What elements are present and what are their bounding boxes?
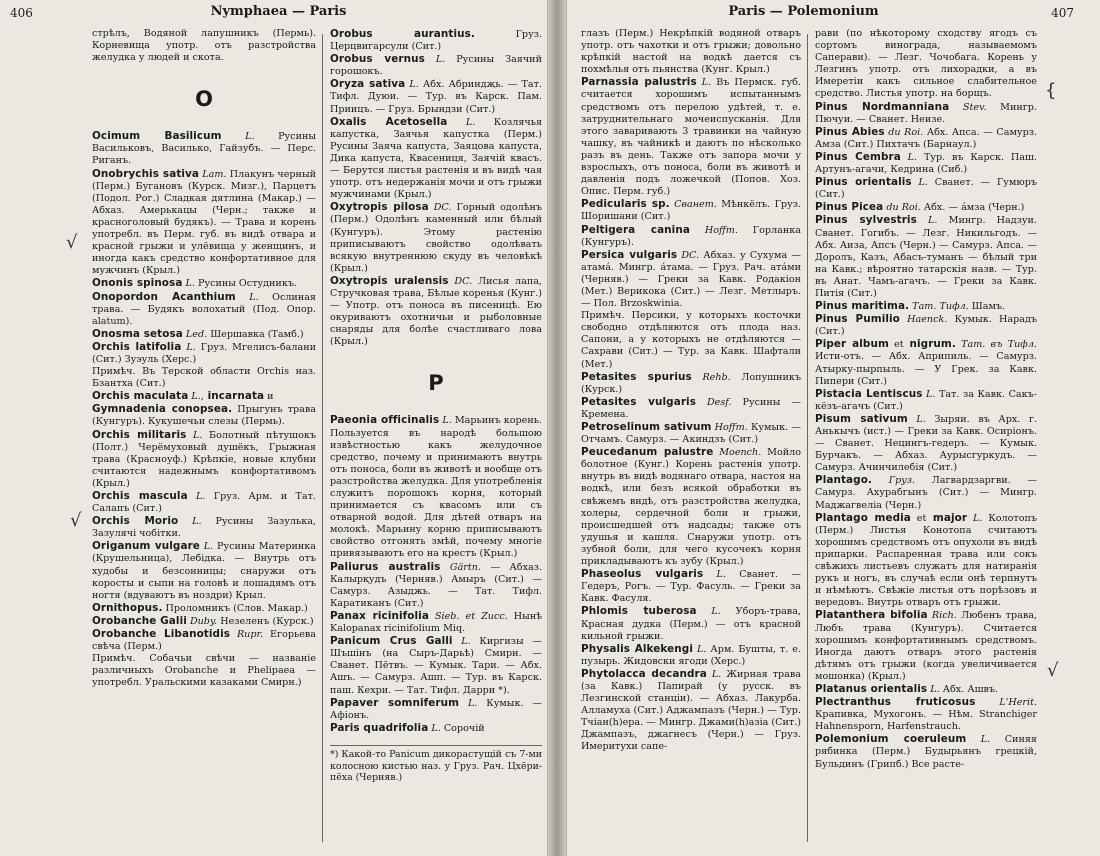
authority: Led. xyxy=(182,328,208,340)
entry-text: Горный одолѣнъ (Перм.) Одолѣнъ каменный или бѣлый (Кунгуръ). Этому растенію приписываютъ свойство одолѣвать всякую внутреннюю скуду въ человѣкѣ (Крыл.) xyxy=(330,202,542,274)
entry-text: Горланка (Кунгуръ). xyxy=(581,224,801,248)
dictionary-entry xyxy=(581,568,801,605)
dictionary-entry xyxy=(815,388,1037,413)
entry-text: Мингр. Пючуи. — Сванет. Неизе. xyxy=(815,101,1037,125)
authority: DC. xyxy=(428,202,452,214)
running-head-left xyxy=(0,4,547,26)
authority: L. xyxy=(186,429,203,441)
authority: L. xyxy=(452,636,471,648)
authority: L. xyxy=(967,512,983,524)
headword: Platanus orientalis xyxy=(815,682,928,695)
authority: du Roi. xyxy=(884,126,924,138)
authority: du Roi. xyxy=(883,202,921,214)
dictionary-entry xyxy=(815,338,1037,387)
dictionary-entry xyxy=(92,28,316,64)
dictionary-entry xyxy=(92,130,316,167)
headword: Gymnadenia conopsea. xyxy=(92,403,233,416)
dictionary-entry xyxy=(581,224,801,249)
authority: L. xyxy=(693,643,707,655)
authority: L. xyxy=(900,151,918,163)
dictionary-entry xyxy=(815,313,1037,338)
headword: Panicum Crus Galli xyxy=(330,635,453,648)
headword: Pistacia Lentiscus xyxy=(815,387,923,400)
authority: Haenck. xyxy=(899,314,948,326)
headword: Pinus Abies xyxy=(815,125,885,138)
headword: Parnassia palustris xyxy=(581,76,697,89)
headword: Pinus Nordmanniana xyxy=(815,100,950,113)
authority: L. xyxy=(696,77,712,89)
entry-text: — Абхаз. Калырқудъ (Черняв.) Амыръ (Сит.) — Самурз. Азыджь. — Тат. Тифл. Каратиканъ (Сит.) xyxy=(330,561,542,609)
entry-text: Примѣч. Персики, у которыхъ косточки свободно отдѣляются отъ плода наз. Сапони, а у которыхъ не отдѣляются — Сахрави (Сит.) — Тур. за Кавк. Шафтали (Мет.) xyxy=(581,310,801,370)
entry-text: Плакунъ черный (Перм.) Бугановъ (Курск. Мизг.), Парцетъ (Подол. Рог.) Сладкая дятлина (Макар.) — Абхаз. Амерькацы (Черн.; также и красноголовый будякъ). — Трава и корень употребл. въ Перм. губ. въ видѣ отвара и красной грыжи и улёвища у женщинъ, и иногда какъ средство конфортативное для мужчинъ (Крыл.) xyxy=(92,168,316,277)
headword: Peltigera canina xyxy=(581,223,690,236)
headword: Orobanche Galii xyxy=(92,614,187,627)
headword: Oxytropis uralensis xyxy=(330,274,449,287)
authority: Desf. xyxy=(696,396,732,408)
headword: Pinus orientalis xyxy=(815,176,912,189)
authority: Gärtn. xyxy=(440,561,481,573)
authority: L. xyxy=(178,516,202,528)
authority: L. xyxy=(235,291,259,303)
entry-text: Абхаз. у Сухума — атамá. Мингр. áтама. — Груз. Рач. атáми (Черняв.) — Греки за Кавк. Родакіон (Мет.) Верикока (Сит.) — Лезг. Метлыръ. — Пол. Brzoskwinia. xyxy=(581,249,801,310)
headword: Ononis spinosa xyxy=(92,277,183,290)
book-gutter xyxy=(548,0,566,856)
running-title-left: Nymphaea — Paris xyxy=(210,4,347,19)
headword: Orobus vernus xyxy=(330,53,425,66)
dictionary-entry xyxy=(581,310,801,370)
column-divider xyxy=(807,34,808,842)
headword: Piper album xyxy=(815,338,889,351)
entry-text: Груз. Церцвигарсули (Сит.) xyxy=(330,29,542,53)
entry-text: Колотопъ (Перм.) Листья Конотопа считаютъ хорошимъ средствомъ отъ опухоли въ видѣ припарки. Распаренная трава или сокъ свѣжихъ листьевъ служатъ для натиранія рукъ и ногъ, въ случаѣ если онѣ терпнутъ и нѣмѣютъ. Свѣжіе листья отъ порѣзовъ и вередовъ. Внутрь отваръ отъ грыжи. xyxy=(815,512,1037,609)
dictionary-entry xyxy=(92,540,316,601)
entry-text: Кумык. — Афіонъ. xyxy=(330,697,542,721)
headword: incarnata xyxy=(203,390,265,403)
dictionary-entry xyxy=(815,683,1037,696)
dictionary-entry xyxy=(92,277,316,290)
entry-text: Шершавка (Тамб.) xyxy=(207,328,304,340)
dictionary-entry xyxy=(581,76,801,198)
headword: Pinus maritima. xyxy=(815,300,910,313)
authority: L. xyxy=(706,668,722,680)
dictionary-entry xyxy=(92,490,316,515)
authority: Тат. въ Тифл. xyxy=(955,339,1037,351)
entry-text: Лисья лапа, Стручковая трава, Бѣлые коренья (Кунг.) — Употр. отъ поноса въ писеницѣ. Ею окуриваютъ охотничьи и рыболовные снаряды для болѣе счастливаго лова (Крыл.) xyxy=(330,275,542,348)
entry-text: Русины Зазулька, Зазулячі чобітки. xyxy=(92,516,316,540)
headword: Ornithopus. xyxy=(92,601,163,614)
entry-text: Абх. Ашвъ. xyxy=(939,683,999,695)
footnote: *) Какой-то Panicum дикорастущій съ 7-ми колосною кистью наз. у Груз. Рач. Цхёри-пёха (Черняв.) xyxy=(330,745,542,784)
column-2 xyxy=(330,28,542,852)
authority: DC. xyxy=(677,249,700,261)
dictionary-entry xyxy=(92,168,316,278)
headword: Onosma setosa xyxy=(92,327,183,340)
entry-text: et xyxy=(910,512,927,524)
entry-text: Арм. Бушты, т. е. пузырь. Жидовски ягоди (Херс.) xyxy=(581,643,801,667)
headword: Origanum vulgare xyxy=(92,540,200,553)
entry-text: Сванет. — Гумюръ (Сит.) xyxy=(815,177,1037,201)
entry-text: рави (по нѣкоторому сходству ягодъ съ сортомъ винограда, называемомъ Саперави). — Лезг. Чочобага. Корень у Лезгинъ употр. отъ лихорадки, а въ Имеретіи какъ сильное слабительное средство. Листья употр. на борщъ. xyxy=(815,28,1037,100)
entry-text: Нынѣ Kalopanax ricinifolium Miq. xyxy=(330,610,542,635)
dictionary-entry xyxy=(330,116,542,202)
dictionary-entry xyxy=(581,643,801,668)
authority: L. xyxy=(907,413,926,425)
dictionary-entry xyxy=(815,151,1037,176)
entry-text: Сванет. — Гедеръ, Рогъ. — Тур. Фасуль. — Греки за Кавк. Фасуля. xyxy=(581,569,801,605)
headword: Plantago. xyxy=(815,474,872,487)
authority: L. xyxy=(911,177,928,189)
authority: Moench. xyxy=(713,447,762,459)
authority: L. xyxy=(696,606,721,618)
dictionary-entry xyxy=(815,176,1037,201)
entry-text: Синяя рябинка (Перм.) Будырьянъ грецкій, Бульдинъ (Грипб.) Все расте- xyxy=(815,734,1037,770)
headword: Orchis mascula xyxy=(92,490,188,502)
headword: Petasites spurius xyxy=(581,370,692,383)
right-page xyxy=(566,0,1100,856)
entry-text: Крапивка, Мухогонъ. — Нѣм. Stranchiger Hahnensporn, Harfenstrauch. xyxy=(815,709,1037,733)
margin-bracket-mark: { xyxy=(1045,80,1057,101)
entry-text: et xyxy=(888,339,904,351)
headword: Ocimum Basilicum xyxy=(92,130,222,143)
authority: DC. xyxy=(448,275,473,287)
dictionary-entry xyxy=(815,201,1037,214)
headword: Onopordon Acanthium xyxy=(92,290,236,303)
authority: Rupr. xyxy=(230,629,264,641)
dictionary-entry xyxy=(330,28,542,53)
authority: L. xyxy=(181,341,196,353)
entry-text: Русины Васильковъ, Василько, Гайзубъ. — Перс. Риганъ. xyxy=(92,131,316,167)
entry-text: Тат. за Кавк. Сакъ-кёзъ-агачъ (Сит.) xyxy=(815,388,1037,412)
entry-text: Кумык. Нарадъ (Сит.) xyxy=(815,314,1037,338)
dictionary-entry xyxy=(815,413,1037,474)
dictionary-entry xyxy=(92,328,316,341)
entry-text: Мойло болотное (Кунг.) Корень растенія употр. внутрь въ видѣ водянаго отвара, настоя на водкѣ, или безъ всякой обработки въ свѣжемъ видѣ, отъ разстройства желудка, холеры, сердечной боли и грыжи, происшедшей отъ надсады; также отъ удушья и кашля. Снаружи употр. отъ зубной боли, для чего кусочекъ корня прикладываютъ къ зубу (Крыл.) xyxy=(581,447,801,568)
headword: Pinus Pumilio xyxy=(815,313,900,326)
dictionary-entry xyxy=(330,78,542,115)
headword: Panax ricinifolia xyxy=(330,609,429,622)
column-3 xyxy=(581,28,801,852)
dictionary-entry xyxy=(330,697,542,722)
headword: Phytolacca decandra xyxy=(581,667,707,680)
headword: Phaseolus vulgaris xyxy=(581,568,704,581)
headword: Paeonia officinalis xyxy=(330,414,440,427)
authority: Сванет. xyxy=(669,199,717,211)
headword: Oxalis Acetosella xyxy=(330,115,448,128)
authority: L. xyxy=(221,131,255,143)
authority: L., xyxy=(188,391,204,403)
entry-text: Сорочій xyxy=(440,722,485,734)
entry-text: Русины Материнка (Крушельница), Лебідка. — Внутрь отъ худобы и безсонницы; снаружи отъ коросты и сыпи на головѣ и лошадямъ отъ ногтя (вдуваютъ въ ноздри) Крыл. xyxy=(92,541,316,601)
dictionary-entry xyxy=(581,396,801,421)
entry-text: Русины — Кремена. xyxy=(581,396,801,420)
dictionary-entry xyxy=(92,628,316,653)
entry-text: Любенъ трава, Любъ трава (Кунгуръ). Считается хорошимъ конфортативнымъ средствомъ. Иногда даютъ отваръ этого растенія дѣтямъ отъ грыжи (когда увеличивается мошонка) (Крыл.) xyxy=(815,610,1037,682)
column-1 xyxy=(92,28,316,852)
authority: Lam. xyxy=(199,168,227,180)
dictionary-entry xyxy=(581,198,801,223)
authority: L. xyxy=(405,79,419,91)
entry-text: Тур. въ Карск. Паш. Артунъ-агачи, Кедрина (Сиб.) xyxy=(815,151,1037,176)
entry-text: Болотный пѣтушокъ (Полт.) Черёмуховый душёкъ, Грыжная трава (Красноуф.) Крѣпкіе, новые клубни считаются надежнымъ конфортативомъ (Крыл.) xyxy=(92,429,316,489)
authority: L. xyxy=(927,683,940,695)
authority: L. xyxy=(703,569,726,581)
dictionary-entry xyxy=(330,53,542,78)
dictionary-entry xyxy=(581,605,801,642)
entry-text: Проломникъ (Слов. Макар.) xyxy=(162,602,308,614)
authority: Груз. xyxy=(872,475,916,487)
headword: Plantago media xyxy=(815,511,911,524)
headword: Orobanche Libanotidis xyxy=(92,628,231,641)
authority: L. xyxy=(447,116,476,128)
column-divider xyxy=(322,34,323,842)
headword: Phlomis tuberosa xyxy=(581,605,697,618)
dictionary-entry xyxy=(330,610,542,635)
section-letter: O xyxy=(195,87,213,112)
headword: Petasites vulgaris xyxy=(581,395,696,408)
headword: major xyxy=(926,511,968,524)
entry-text: Абх. Апса. — Самурз. Амза (Сит.) Пихтачъ (Барнаул.) xyxy=(815,126,1037,150)
entry-text: Исти-отъ. — Абх. Априпиль. — Самурз. Атырку-пырпыль. — У Грек. за Кавк. Пипери (Сит.) xyxy=(815,351,1037,387)
entry-text: Груз. Мгелисъ-балани (Сит.) Зуэуль (Херс.) xyxy=(92,341,316,365)
dictionary-entry xyxy=(581,371,801,396)
dictionary-entry xyxy=(92,515,316,540)
entry-text: Киргизы — Шъшінъ (на Сыръ-Дарьѣ) Смирн. — Сванет. Пётвъ. — Кумык. Тари. — Абх. Ашъ. — Самурз. Ашп. — Тур. въ Карск. паш. Кехри. — Тат. Тифл. Дарри *). xyxy=(330,636,542,696)
entry-text: Лагвардзаргви. — Самурз. Ахурабгынъ (Сит.) — Мингр. Маджагвеліа (Черн.) xyxy=(815,475,1037,511)
entry-text: Русины Остудникъ. xyxy=(194,278,297,290)
headword: Persica vulgaris xyxy=(581,248,678,261)
entry-text: Примѣч. Собачьи свѣчи — названіе различныхъ Orobanche и Phelipaea — употребл. Уральскими казаками Смирн.) xyxy=(92,653,316,689)
entry-text: Егорьева свѣча (Перм.) xyxy=(92,629,316,653)
dictionary-entry xyxy=(815,512,1037,610)
entry-text: Жирная трава (за Кавк.) Папирай (у русск. въ Лезгинской станціи). — Абхаз. Лакурба. Алламуха (Сит.) Аджампазъ (Черн.) — Тур. Тчіан(h)ера. — Мингр. Джами(h)азіа (Сит.) Джампазъ, джагнесъ (Черн.) — Груз. Имеритухи сапе- xyxy=(581,668,801,753)
authority: Duby. xyxy=(186,615,218,627)
margin-check-mark: √ xyxy=(70,510,82,531)
headword: Paliurus australis xyxy=(330,560,441,573)
dictionary-entry xyxy=(581,446,801,568)
authority: Rehb. xyxy=(691,371,731,383)
headword: Papaver somniferum xyxy=(330,696,460,709)
dictionary-entry xyxy=(581,28,801,76)
section-letter: P xyxy=(428,371,444,396)
entry-text: Прыгунъ трава (Кунгуръ). Кукушечьи слезы (Пермь). xyxy=(92,404,316,428)
entry-text: стрѣлъ, Водяной лапушникъ (Пермь). Корневища употр. отъ разстройства желудка у людей и скота. xyxy=(92,28,316,64)
authority: L. xyxy=(459,697,478,709)
entry-text: глазъ (Перм.) Некрѣпкій водяной отваръ употр. отъ чахотки и отъ грыжи; довольно крѣпкій настой на водкѣ дается съ похмѣлья отъ пьянства (Кунг. Крыл.) xyxy=(581,28,801,76)
headword: Paris quadrifolia xyxy=(330,721,429,734)
dictionary-entry xyxy=(92,615,316,628)
dictionary-entry xyxy=(92,653,316,689)
left-page xyxy=(0,0,548,856)
authority: L. xyxy=(428,722,441,734)
entry-text: Абх. — áмза (Черн.) xyxy=(920,202,1025,214)
dictionary-entry xyxy=(92,366,316,390)
entry-text: Зыряи. въ Арх. г. Анькычъ (ист.) — Греки за Кавк. Осиріонъ. — Сванет. Нецингъ-гедеръ. — Кумык. Бурчакъ. — Абхаз. Аурысгуркудъ. — Самурз. Ачинчилебія (Сит.) xyxy=(815,413,1037,474)
headword: nigrum. xyxy=(903,338,956,351)
dictionary-entry xyxy=(92,602,316,615)
margin-check-mark: √ xyxy=(1047,660,1059,681)
authority: L. xyxy=(916,215,938,227)
headword: Pisum sativum xyxy=(815,412,908,425)
headword: Physalis Alkekengi xyxy=(581,642,694,655)
entry-text: Кумык. — Отчамъ. Самурз. — Акиндзъ (Сит.) xyxy=(581,422,801,446)
dictionary-entry xyxy=(581,668,801,754)
dictionary-entry xyxy=(330,414,542,560)
headword: Oxytropis pilosa xyxy=(330,201,429,214)
authority: Hoffm. xyxy=(689,224,738,236)
headword: Pinus sylvestris xyxy=(815,214,917,227)
dictionary-entry xyxy=(581,421,801,446)
running-title-right: Paris — Polemonium xyxy=(728,4,879,19)
entry-text: Уборъ-трава, Красная дудка (Перм.) — отъ красной кильной грыжи. xyxy=(581,606,801,642)
authority: L. xyxy=(199,541,214,553)
authority: Stev. xyxy=(949,101,987,113)
entry-text: Примѣч. Въ Терской области Orchis наз. Бзантха (Сит.) xyxy=(92,366,316,390)
headword: Orchis maculata xyxy=(92,390,189,403)
entry-text: Марьинъ корень. Пользуется въ народѣ большою извѣстностью какъ желудочное средство, почему и принимаютъ внутрь отъ поноса, боли въ животѣ и вообще отъ разстройства желудка. Для употребленія служитъ порошокъ корня, который принимается съ квасомъ или съ отварной водой. Для дѣтей отваръ на молокѣ. Марьину корню приписываютъ свойство отгонять змѣй, почему многіе привязываютъ его на крестъ (Крыл.) xyxy=(330,415,542,560)
headword: Orchis militaris xyxy=(92,428,187,441)
dictionary-entry xyxy=(815,300,1037,313)
headword: Orchis latifolia xyxy=(92,340,182,353)
headword: Petroselinum sativum xyxy=(581,421,712,433)
entry-text: Русины Заячий горошокъ. xyxy=(330,54,542,78)
entry-text: Лопушникъ (Курск.) xyxy=(581,371,801,395)
dictionary-entry xyxy=(330,275,542,349)
headword: Pedicularis sp. xyxy=(581,198,670,211)
dictionary-entry xyxy=(815,126,1037,151)
dictionary-entry xyxy=(581,249,801,310)
dictionary-entry xyxy=(815,28,1037,101)
headword: Orobus aurantius. xyxy=(330,28,475,40)
authority: L. xyxy=(187,491,206,502)
headword: Platanthera bifolia xyxy=(815,609,928,622)
authority: L'Herit. xyxy=(975,697,1037,709)
entry-text: Мингр. Надзуи. Сванет. Гогибъ. — Лезг. Никильгодъ. — Абх. Аиза, Апсъ (Черн.) — Самурз. Апса. — Доролъ, Казъ, Абасъ-туманъ — бѣлый три на Кавк.; вѣроятно татарскія назв. — Тур. въ Анат. Чамъ-агачъ. — Греки за Кавк. Питія (Сит.) xyxy=(815,215,1037,299)
page-number-right: 407 xyxy=(1051,6,1074,20)
dictionary-entry xyxy=(330,201,542,275)
authority: L. xyxy=(922,388,936,400)
dictionary-entry xyxy=(92,291,316,328)
dictionary-entry xyxy=(815,696,1037,733)
entry-text: Въ Пермск. губ. считается хорошимъ испытаннымъ средствомъ отъ перелою удѣтей, т. е. затруднительнаго мочеиспусканія. Для этого заваривають 3 травинки на чайную чашку, въ чайникѣ и даютъ по нѣсколько разъ въ день. Также отъ запора мочи у взрослыхъ, отъ поноса, боли въ животѣ и давленія подъ ложечкой (Попов. Хоз. Опис. Перм. губ.) xyxy=(581,77,801,198)
authority: Hoffm. xyxy=(711,422,748,433)
headword: Pinus Picea xyxy=(815,201,884,214)
entry-text: Абх. Абриндҗь. — Тат. Тифл. Дуюи. — Тур. въ Карск. Пам. Приицъ. — Груз. Брындзи (Сит.) xyxy=(330,79,542,115)
dictionary-entry xyxy=(92,341,316,366)
page-number-left: 406 xyxy=(10,6,33,20)
dictionary-entry xyxy=(330,561,542,610)
dictionary-entry xyxy=(815,609,1037,683)
authority: Sieb. et Zucc. xyxy=(428,610,508,622)
entry-text: и xyxy=(264,391,274,403)
margin-check-mark: √ xyxy=(66,232,78,253)
headword: Plectranthus fruticosus xyxy=(815,696,976,709)
authority: Rich. xyxy=(927,610,957,622)
headword: Orchis Morio xyxy=(92,515,179,528)
headword: Pinus Cembra xyxy=(815,150,901,163)
authority: L. xyxy=(439,415,452,427)
headword: Polemonium coeruleum xyxy=(815,733,967,746)
dictionary-entry xyxy=(815,474,1037,511)
entry-text: Груз. Арм. и Тат. Салапъ (Сит.) xyxy=(92,491,316,515)
dictionary-entry xyxy=(92,429,316,490)
dictionary-entry xyxy=(815,214,1037,300)
column-4 xyxy=(815,28,1037,852)
dictionary-entry xyxy=(92,403,316,428)
authority: L. xyxy=(966,734,991,746)
headword: Peucedanum palustre xyxy=(581,446,714,459)
dictionary-entry xyxy=(815,101,1037,126)
entry-text: Незеленъ (Курск.) xyxy=(217,615,314,627)
dictionary-entry xyxy=(815,733,1037,770)
headword: Onobrychis sativa xyxy=(92,167,200,180)
entry-text: Мѣнкёлъ. Груз. Шоришани (Сит.) xyxy=(581,199,801,223)
entry-text: Ослиная трава. — Будякъ волохатый (Под. Опор. alatum). xyxy=(92,291,316,327)
dictionary-entry xyxy=(330,722,542,735)
dictionary-entry xyxy=(330,635,542,696)
headword: Oryza sativa xyxy=(330,78,406,91)
authority: L. xyxy=(182,278,195,290)
entry-text: Шамъ. xyxy=(968,301,1006,313)
entry-text: Козлячья капустка, Заячья капустка (Перм.) Русины Заяча капуста, Заяцова капуста, Дика капуста, Квасениця, Заячій квасъ. — Берутся листья растенія и въ видѣ чая употр. отъ недержанія мочи и отъ грыжи мужчинами (Крыл.) xyxy=(330,116,542,201)
dictionary-entry xyxy=(92,390,316,403)
authority: L. xyxy=(424,54,446,66)
authority: Тат. Тифл. xyxy=(909,301,969,313)
running-head-right xyxy=(567,4,1100,26)
